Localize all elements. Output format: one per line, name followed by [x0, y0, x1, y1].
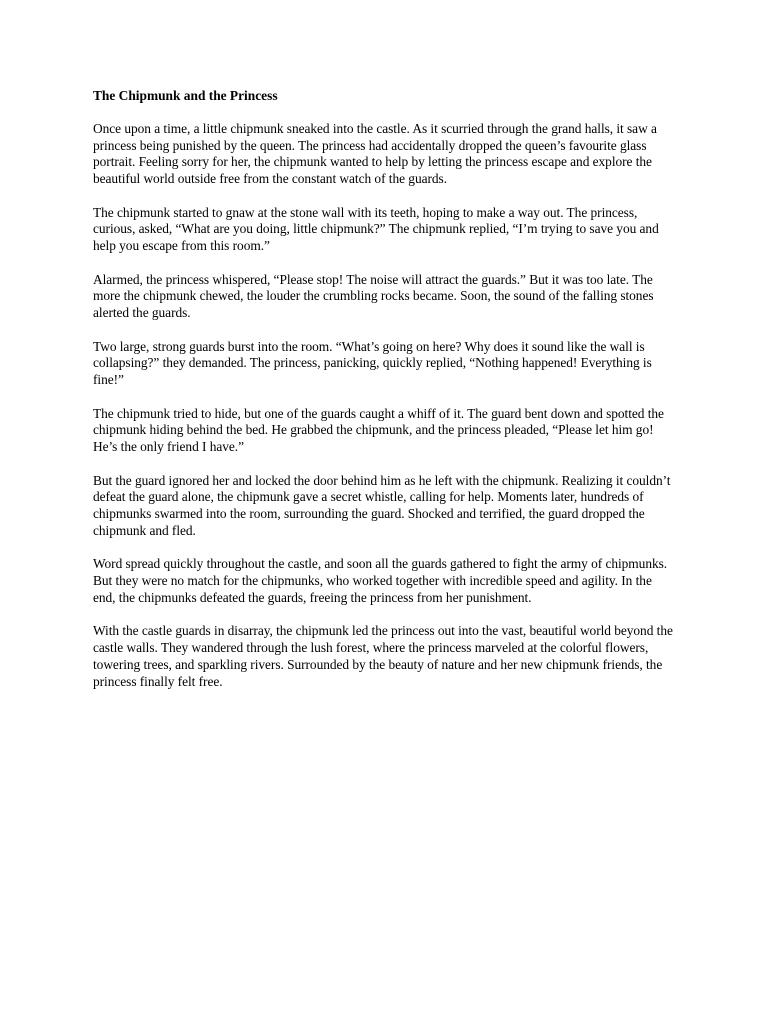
story-paragraph: Alarmed, the princess whispered, “Please stop! The noise will attract the guards.” But it was too late. The more the chipmunk chewed, the louder the crumbling rocks became. Soon, the sound of the falling stones alerted the guards. [93, 271, 654, 321]
story-paragraph: But the guard ignored her and locked the door behind him as he left with the chipmunk. Realizing it couldn’t defeat the guard alone, the chipmunk gave a secret whistle, calling for help. Moments later, hundreds of chipmunks swarmed into the room, surrounding the guard. Shocked and terrified, the guard dropped the chipmunk and fled. [93, 472, 671, 538]
story-paragraph: With the castle guards in disarray, the chipmunk led the princess out into the vast, beautiful world beyond the castle walls. They wandered through the lush forest, where the princess marveled at the colorful flowers, towering trees, and sparkling rivers. Surrounded by the beauty of nature and her new chipmunk friends, the princess finally felt free. [93, 623, 673, 689]
story-paragraph: Once upon a time, a little chipmunk sneaked into the castle. As it scurried through the grand halls, it saw a princess being punished by the queen. The princess had accidentally dropped the queen’s favourite glass portrait. Feeling sorry for her, the chipmunk wanted to help by letting the princess escape and explore the beautiful world outside free from the constant watch of the guards. [93, 120, 657, 187]
story-paragraph: The chipmunk started to gnaw at the stone wall with its teeth, hoping to make a way out. The princess, curious, asked, “What are you doing, little chipmunk?” The chipmunk replied, “I’m trying to save you and help you escape from this room.” [93, 204, 659, 254]
story-paragraph: The chipmunk tried to hide, but one of the guards caught a whiff of it. The guard bent down and spotted the chipmunk hiding behind the bed. He grabbed the chipmunk, and the princess pleaded, “Please let him go! He’s the only friend I have.” [93, 405, 664, 455]
story-paragraph: Word spread quickly throughout the castle, and soon all the guards gathered to fight the army of chipmunks. But they were no match for the chipmunks, who worked together with incredible speed and agility. In the end, the chipmunks defeated the guards, freeing the princess from her punishment. [93, 556, 668, 605]
document-title: The Chipmunk and the Princess [93, 88, 278, 103]
story-paragraph: Two large, strong guards burst into the room. “What’s going on here? Why does it sound like the wall is collapsing?” they demanded. The princess, panicking, quickly replied, “Nothing happened! Everything is fine!” [93, 338, 652, 388]
